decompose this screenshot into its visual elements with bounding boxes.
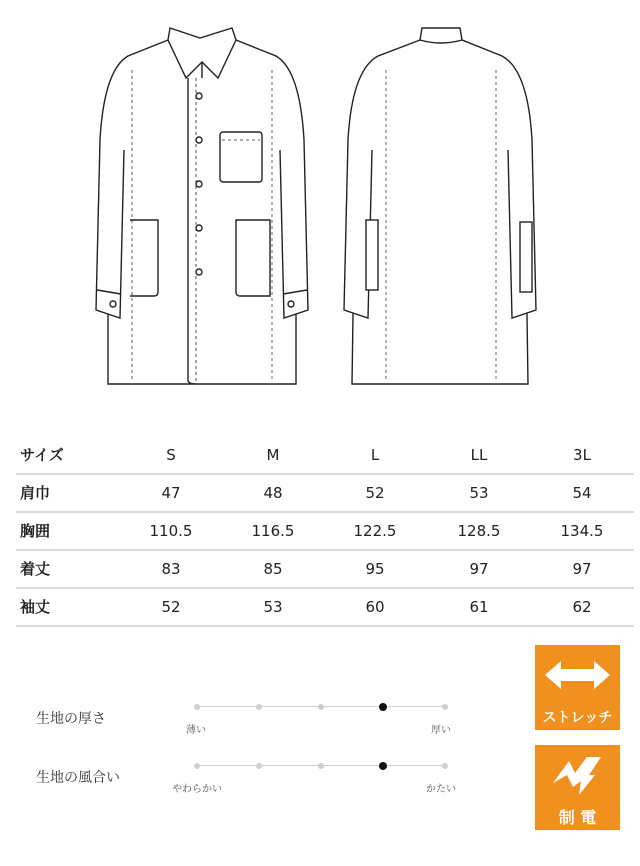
table-cell: 53 [263,598,283,616]
scale-dot [256,704,262,710]
size-l: L [370,446,380,464]
coat-back-drawing [344,28,536,384]
fabric-thickness-label: 生地の厚さ [36,711,106,727]
table-cell: 134.5 [560,522,604,540]
fabric-texture-label: 生地の風合い [36,770,120,786]
stretch-label: ストレッチ [542,710,613,726]
scale-dot [318,704,324,710]
table-row [16,589,634,627]
table-cell: 122.5 [353,522,397,540]
scale-min-label: やわらかい [172,784,222,795]
header-label: サイズ [20,446,64,464]
row-label: 着丈 [20,560,51,578]
fabric-thickness-scale [0,690,520,750]
table-cell: 48 [263,484,283,502]
stretch-badge [535,645,620,730]
scale-dot [442,704,448,710]
scale-dot [194,704,200,710]
lightning-icon [549,753,606,799]
coat-front-drawing [96,28,308,384]
table-cell: 95 [365,560,385,578]
size-table [16,437,634,627]
scale-dot [442,763,448,769]
scale-dot [256,763,262,769]
row-label: 胸囲 [20,522,51,540]
fabric-texture-scale [0,749,520,809]
row-label: 袖丈 [20,598,51,616]
table-row [16,513,634,551]
scale-min-label: 薄い [186,725,206,736]
table-cell: 83 [161,560,181,578]
table-cell: 116.5 [251,522,295,540]
table-cell: 60 [365,598,385,616]
table-row [16,475,634,513]
size-s: S [166,446,176,464]
table-cell: 61 [469,598,489,616]
size-ll: LL [470,446,488,464]
scale-max-label: 厚い [431,725,451,736]
table-cell: 52 [365,484,385,502]
scale-dot-selected [379,762,387,770]
table-cell: 128.5 [457,522,501,540]
row-label: 肩巾 [20,484,51,502]
size-table-header [16,437,634,475]
size-m: M [266,446,280,464]
table-row [16,551,634,589]
table-cell: 85 [263,560,283,578]
scale-dot [194,763,200,769]
double-arrow-icon [543,657,612,693]
scale-max-label: かたい [426,784,456,795]
table-cell: 52 [161,598,181,616]
table-cell: 97 [572,560,592,578]
antistatic-badge [535,745,620,830]
size-3l: 3L [573,446,591,464]
table-cell: 110.5 [149,522,193,540]
scale-dot [318,763,324,769]
scale-dot-selected [379,703,387,711]
antistatic-label: 制 電 [558,808,597,827]
table-cell: 54 [572,484,592,502]
table-cell: 97 [469,560,489,578]
table-cell: 47 [161,484,181,502]
table-cell: 62 [572,598,592,616]
garment-drawings [0,0,640,400]
table-cell: 53 [469,484,489,502]
